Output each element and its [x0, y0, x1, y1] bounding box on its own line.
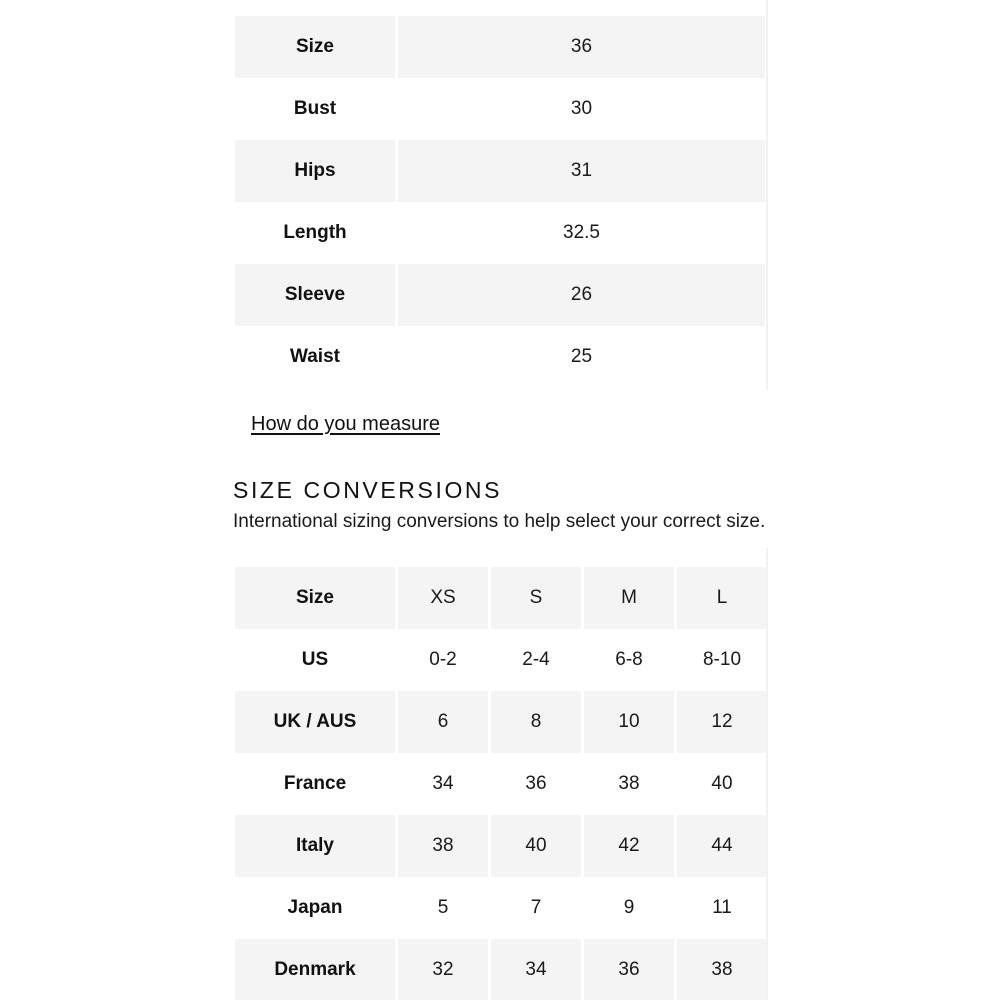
- row-label-japan: Japan: [287, 897, 343, 918]
- table-cell: 9: [623, 897, 635, 918]
- table-cell: 6-8: [615, 649, 643, 670]
- row-label-italy: Italy: [235, 815, 395, 877]
- measurements-table: [232, 16, 768, 388]
- table-cell: 40: [711, 773, 733, 794]
- header-size-m: M: [584, 567, 674, 629]
- row-label-france: France: [283, 773, 347, 794]
- table-cell: 42: [584, 815, 674, 877]
- table-cell: 7: [530, 897, 542, 918]
- row-value-length: 32.5: [563, 222, 600, 243]
- table-cell: 5: [437, 897, 449, 918]
- table-row: [235, 16, 765, 78]
- table-cell: 40: [491, 815, 581, 877]
- row-value-size: 36: [398, 16, 765, 78]
- table-cell: 44: [677, 815, 767, 877]
- table-cell: 6: [398, 691, 488, 753]
- row-label-waist: Waist: [290, 346, 340, 367]
- row-label-hips: Hips: [235, 140, 395, 202]
- size-conversions-table: [232, 567, 770, 1000]
- header-size-l: L: [677, 567, 767, 629]
- row-label-size: Size: [235, 16, 395, 78]
- row-label-denmark: Denmark: [235, 939, 395, 1000]
- table-cell: 10: [584, 691, 674, 753]
- table-row: [235, 78, 765, 140]
- table-cell: 11: [712, 897, 732, 918]
- row-value-hips: 31: [398, 140, 765, 202]
- header-size-s: S: [491, 567, 581, 629]
- table-cell: 38: [398, 815, 488, 877]
- section-title: SIZE CONVERSIONS: [233, 477, 503, 503]
- table-row: [235, 140, 765, 202]
- table-cell: 32: [398, 939, 488, 1000]
- table-cell: 38: [677, 939, 767, 1000]
- table-cell: 36: [525, 773, 547, 794]
- section-subtitle: International sizing conversions to help select your correct size.: [233, 511, 766, 532]
- row-value-bust: 30: [570, 98, 593, 119]
- row-value-sleeve: 26: [398, 264, 765, 326]
- table-row: [235, 753, 767, 815]
- header-label: Size: [235, 567, 395, 629]
- table-cell: 2-4: [522, 649, 550, 670]
- table-cell: 0-2: [429, 649, 457, 670]
- table-row: [235, 877, 767, 939]
- table-cell: 34: [491, 939, 581, 1000]
- table-row: [235, 326, 765, 388]
- table-row: [235, 629, 767, 691]
- row-label-bust: Bust: [293, 98, 337, 119]
- row-label-uk-aus: UK / AUS: [235, 691, 395, 753]
- table-row: [235, 202, 765, 264]
- row-label-sleeve: Sleeve: [235, 264, 395, 326]
- table-cell: 8: [491, 691, 581, 753]
- table-header-row: [235, 567, 767, 629]
- table-row: [235, 815, 767, 877]
- table-cell: 36: [584, 939, 674, 1000]
- table-cell: 8-10: [702, 649, 742, 670]
- table-cell: 34: [432, 773, 454, 794]
- table-cell: 38: [618, 773, 640, 794]
- row-label-length: Length: [283, 222, 347, 243]
- table-row: [235, 939, 767, 1000]
- header-size-xs: XS: [398, 567, 488, 629]
- table-row: [235, 264, 765, 326]
- row-label-us: US: [301, 649, 329, 670]
- row-value-waist: 25: [570, 346, 593, 367]
- how-to-measure-link[interactable]: How do you measure: [251, 413, 440, 435]
- table-row: [235, 691, 767, 753]
- table-cell: 12: [677, 691, 767, 753]
